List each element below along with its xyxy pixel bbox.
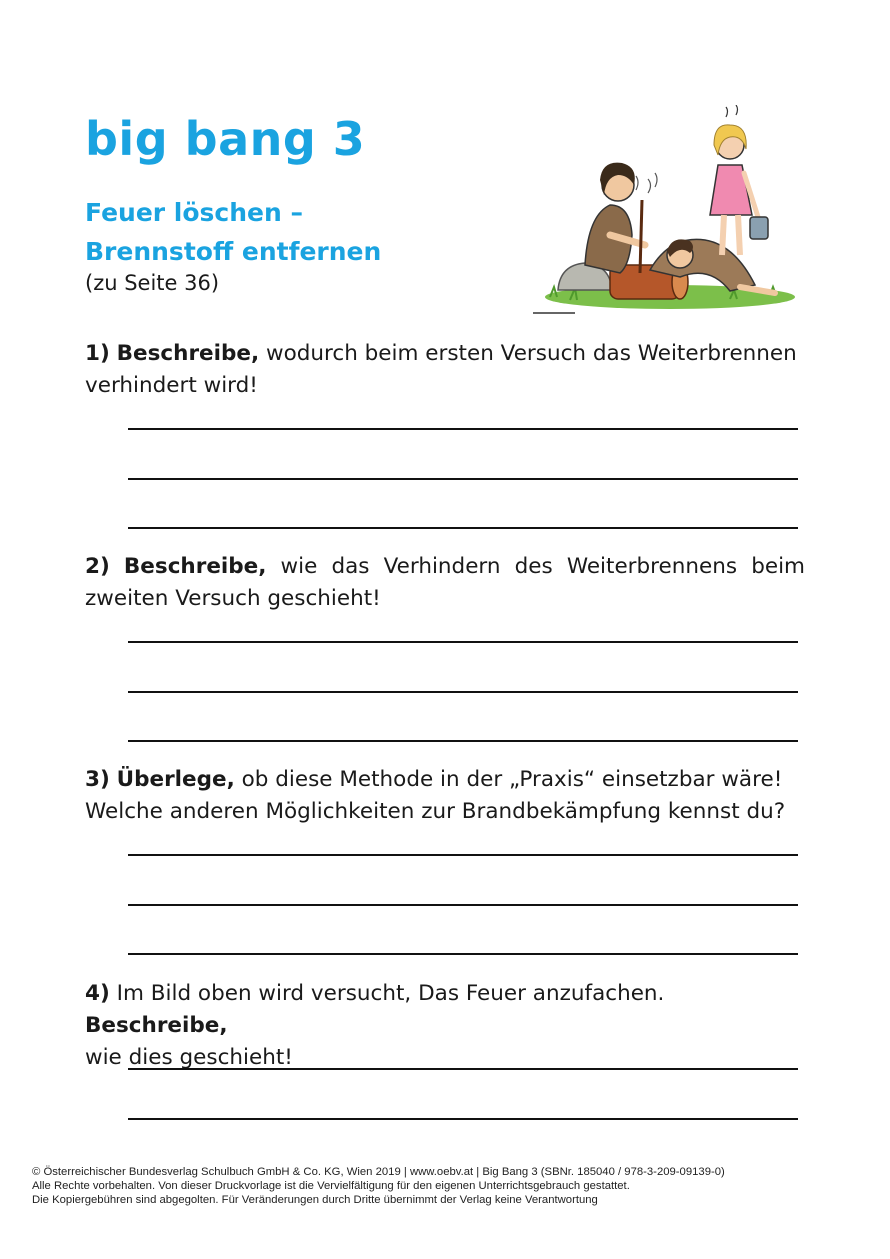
question-4-text: Im Bild oben wird versucht, Das Feuer anzufachen. xyxy=(109,981,665,1006)
footer-line-1: © Österreichischer Bundesverlag Schulbuch GmbH & Co. KG, Wien 2019 | www.oebv.at | Big Bang 3 (SBNr. 185040 / 978-3-209-09139-0) xyxy=(32,1166,725,1178)
footer-line-2: Alle Rechte vorbehalten. Von dieser Druckvorlage ist die Vervielfältigung für den eigenen Unterrichtsgebrauch gestattet. xyxy=(32,1180,630,1192)
question-4 xyxy=(85,978,805,1074)
subtitle-line-1: Feuer löschen – xyxy=(85,198,304,227)
question-1-keyword: Beschreibe, xyxy=(116,341,260,366)
question-3-line-2: Welche anderen Möglichkeiten zur Brandbekämpfung kennst du? xyxy=(85,799,786,824)
question-3-keyword: Überlege, xyxy=(116,767,235,792)
question-1-text: wodurch beim ersten Versuch das Weiterbrennen xyxy=(259,341,797,366)
question-4-line-1 xyxy=(85,978,805,1042)
question-4-line-2: wie dies geschieht! xyxy=(85,1045,293,1070)
question-1-line-2: verhindert wird! xyxy=(85,373,258,398)
answer-line[interactable] xyxy=(128,854,798,856)
footer-line-3: Die Kopiergebühren sind abgegolten. Für Veränderungen durch Dritte übernimmt der Verlag keine Verantwortung xyxy=(32,1194,598,1206)
question-3-text: ob diese Methode in der „Praxis“ einsetzbar wäre! xyxy=(234,767,783,792)
answer-line[interactable] xyxy=(128,740,798,742)
subtitle-line-2: Brennstoff entfernen xyxy=(85,237,382,266)
answer-line[interactable] xyxy=(128,691,798,693)
question-2-line-1 xyxy=(85,551,805,583)
copyright-footer xyxy=(32,1165,725,1207)
cavemen-fire-illustration xyxy=(530,105,800,320)
question-4-number: 4) xyxy=(85,981,110,1006)
page-reference: (zu Seite 36) xyxy=(85,271,220,295)
question-2-text: wie das Verhindern des Weiterbrennens beim xyxy=(266,554,805,579)
answer-line[interactable] xyxy=(128,953,798,955)
answer-line[interactable] xyxy=(128,1118,798,1120)
answer-line[interactable] xyxy=(128,904,798,906)
worksheet-title: big bang 3 xyxy=(85,112,366,166)
question-1-line-1 xyxy=(85,338,805,370)
question-2-number: 2) xyxy=(85,554,110,579)
question-3-line-1 xyxy=(85,764,805,796)
answer-line[interactable] xyxy=(128,1068,798,1070)
question-2-line-2: zweiten Versuch geschieht! xyxy=(85,586,381,611)
worksheet-subtitle xyxy=(85,193,381,271)
question-3-number: 3) xyxy=(85,767,110,792)
answer-line[interactable] xyxy=(128,428,798,430)
question-2 xyxy=(85,551,805,615)
question-1 xyxy=(85,338,805,402)
answer-line[interactable] xyxy=(128,641,798,643)
question-2-keyword: Beschreibe, xyxy=(123,554,267,579)
question-3 xyxy=(85,764,805,828)
question-1-number: 1) xyxy=(85,341,110,366)
question-4-keyword: Beschreibe, xyxy=(85,1013,228,1038)
answer-line[interactable] xyxy=(128,478,798,480)
answer-line[interactable] xyxy=(128,527,798,529)
